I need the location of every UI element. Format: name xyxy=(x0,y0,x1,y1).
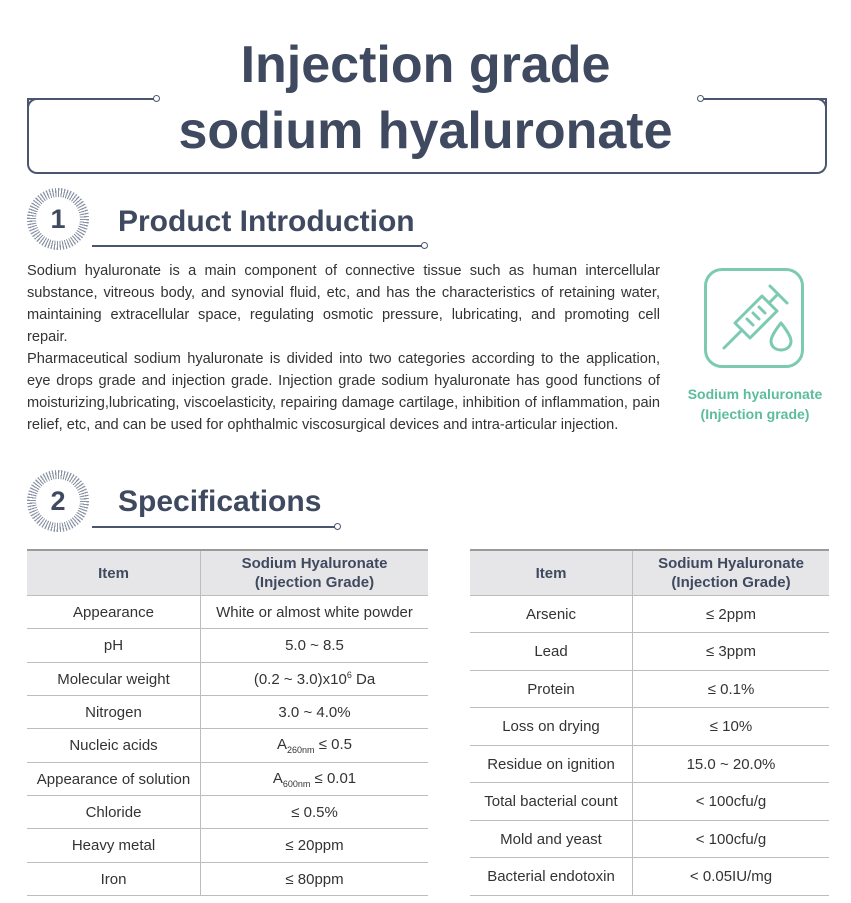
header-value xyxy=(633,550,830,596)
intro-paragraph-2: Pharmaceutical sodium hyaluronate is divided into two categories according to the application, eye drops grade and injection grade. Injection grade sodium hyaluronate has good functions of moisturizing,lubricating, viscoelasticity, repairing damage cartilage, inhibition of inflammation, pain relief, etc, and can be used for ophthalmic viscosurgical devices and intra-articular injection. xyxy=(27,351,660,433)
row-value xyxy=(201,763,429,796)
specifications-table-left xyxy=(27,549,428,896)
row-item: Chloride xyxy=(27,796,201,829)
value-superscript: 6 xyxy=(346,670,352,680)
row-value xyxy=(201,729,429,763)
row-value: 15.0 ~ 20.0% xyxy=(633,746,830,783)
section-2-number: 2 xyxy=(36,479,80,523)
table-row xyxy=(470,671,829,708)
table-row xyxy=(27,663,428,696)
row-item: pH xyxy=(27,629,201,663)
row-item: Heavy metal xyxy=(27,829,201,863)
header-value-line-2: (Injection Grade) xyxy=(671,574,791,591)
row-item: Appearance of solution xyxy=(27,763,201,796)
row-value: 3.0 ~ 4.0% xyxy=(201,696,429,729)
header-value-line-1: Sodium Hyaluronate xyxy=(241,555,388,572)
section-1-underline xyxy=(92,245,422,247)
table-row xyxy=(27,729,428,763)
table-row xyxy=(27,596,428,629)
row-item: Loss on drying xyxy=(470,708,633,746)
intro-paragraph-1: Sodium hyaluronate is a main component of connective tissue such as human intercellular substance, vitreous body, and synovial fluid, etc, and has the characteristics of retaining water, maintaining extracellular space, regulating osmotic pressure, lubricating, and promoting cell repair. xyxy=(27,263,660,345)
row-item: Molecular weight xyxy=(27,663,201,696)
table-row xyxy=(470,633,829,671)
row-value: 5.0 ~ 8.5 xyxy=(201,629,429,663)
row-item: Iron xyxy=(27,863,201,896)
row-item: Residue on ignition xyxy=(470,746,633,783)
value-symbol: A xyxy=(272,769,283,787)
row-item: Mold and yeast xyxy=(470,821,633,858)
table-row xyxy=(470,783,829,821)
row-item: Bacterial endotoxin xyxy=(470,858,633,896)
row-item: Total bacterial count xyxy=(470,783,633,821)
section-2-heading: Specifications xyxy=(118,485,322,518)
section-2-underline xyxy=(92,526,335,528)
table-row xyxy=(470,708,829,746)
table-row xyxy=(27,829,428,863)
table-row xyxy=(470,596,829,633)
table-row xyxy=(27,763,428,796)
table-row xyxy=(27,629,428,663)
table-header-row xyxy=(27,550,428,596)
section-2-underline-dot xyxy=(334,523,341,530)
header-value-line-2: (Injection Grade) xyxy=(254,574,375,591)
row-item: Appearance xyxy=(27,596,201,629)
table-row xyxy=(27,796,428,829)
header-item: Item xyxy=(470,550,633,596)
value-unit: Da xyxy=(351,671,376,688)
section-1-heading: Product Introduction xyxy=(118,205,415,238)
value-limit: ≤ 0.01 xyxy=(310,769,357,787)
row-item: Lead xyxy=(470,633,633,671)
syringe-drop-icon xyxy=(707,271,801,365)
table-row xyxy=(27,696,428,729)
table-row xyxy=(470,746,829,783)
row-item: Arsenic xyxy=(470,596,633,633)
header-value-line-1: Sodium Hyaluronate xyxy=(658,555,804,572)
row-value: White or almost white powder xyxy=(201,596,429,629)
row-item: Nucleic acids xyxy=(27,729,201,763)
row-value xyxy=(201,663,429,696)
section-2-badge xyxy=(27,470,89,532)
row-value: ≤ 3ppm xyxy=(633,633,830,671)
value-symbol: A xyxy=(277,736,288,753)
row-value: ≤ 20ppm xyxy=(201,829,429,863)
title-line-2: sodium hyaluronate xyxy=(178,102,673,160)
row-value: ≤ 10% xyxy=(633,708,830,746)
table-row xyxy=(27,863,428,896)
row-item: Nitrogen xyxy=(27,696,201,729)
table-header-row xyxy=(470,550,829,596)
header-item: Item xyxy=(27,550,201,596)
row-value: ≤ 0.1% xyxy=(633,671,830,708)
row-value: < 100cfu/g xyxy=(633,821,830,858)
value-subscript: 260nm xyxy=(287,745,315,755)
table-row xyxy=(470,858,829,896)
row-value: ≤ 80ppm xyxy=(201,863,429,896)
icon-caption-line-2: (Injection grade) xyxy=(700,406,810,422)
table-row xyxy=(470,821,829,858)
value-main: (0.2 ~ 3.0)x10 xyxy=(253,671,347,688)
value-limit: ≤ 0.5 xyxy=(314,736,352,753)
row-value: < 0.05IU/mg xyxy=(633,858,830,896)
icon-caption-line-1: Sodium hyaluronate xyxy=(687,386,823,402)
title-line-1: Injection grade xyxy=(240,36,611,94)
row-item: Protein xyxy=(470,671,633,708)
row-value: < 100cfu/g xyxy=(633,783,830,821)
value-subscript: 600nm xyxy=(282,778,311,789)
section-1-badge xyxy=(27,188,89,250)
specifications-table-right xyxy=(470,549,829,896)
row-value: ≤ 2ppm xyxy=(633,596,830,633)
section-1-number: 1 xyxy=(36,197,80,241)
icon-caption xyxy=(670,384,840,424)
syringe-drop-icon-frame xyxy=(704,268,804,368)
header-value xyxy=(201,550,429,596)
product-introduction-text xyxy=(27,260,660,436)
row-value: ≤ 0.5% xyxy=(201,796,429,829)
section-1-underline-dot xyxy=(421,242,428,249)
